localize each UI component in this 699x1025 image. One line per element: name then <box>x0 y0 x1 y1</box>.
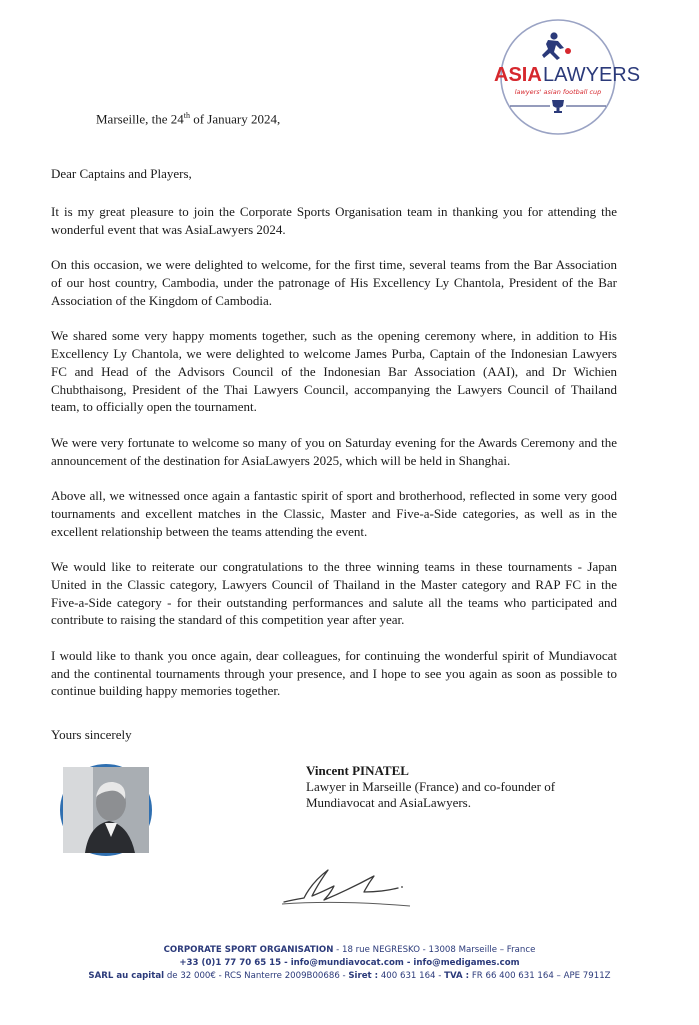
letter-paragraph: I would like to thank you once again, dear colleagues, for continuing the wonderful spirit of Mundiavocat and the continental tournaments through your presence, and I hope to see you again as soon as possible to continue building happy memories together. <box>51 647 617 699</box>
letter-footer <box>0 944 699 983</box>
footer-tva-label: TVA : <box>444 971 470 981</box>
letter-date: Marseille, the 24th of January 2024, <box>96 111 281 127</box>
letter-body <box>51 203 617 718</box>
asialawyers-logo <box>488 18 641 136</box>
footer-line-3 <box>0 970 699 983</box>
letter-paragraph: Above all, we witnessed once again a fantastic spirit of sport and brotherhood, reflected in some very good tournaments and excellent matches in the Classic, Master and Five-a-Side categories, as well as in the excellent relationship between the teams attending the event. <box>51 487 617 539</box>
footer-address: - 18 rue NEGRESKO - 13008 Marseille – France <box>333 945 536 955</box>
logo-brand-primary: ASIA <box>494 64 542 86</box>
footer-sarl-value: de 32 000€ - RCS Nanterre 2009B00686 - <box>164 971 349 981</box>
letter-paragraph: On this occasion, we were delighted to welcome, for the first time, several teams from the Bar Association of our host country, Cambodia, under the patronage of His Excellency Ly Chantola, President of the Bar Association of the Kingdom of Cambodia. <box>51 257 617 308</box>
letter-paragraph: We were very fortunate to welcome so many of you on Saturday evening for the Awards Ceremony and the announcement of the destination for AsiaLawyers 2025, which will be held in Shanghai. <box>51 434 617 468</box>
signer-photo <box>60 764 152 856</box>
footer-tva-value: FR 66 400 631 164 – APE 7911Z <box>469 971 611 981</box>
footer-email-link[interactable]: info@mundiavocat.com <box>290 958 404 968</box>
letter-paragraph: We would like to reiterate our congratulations to the three winning teams in these tournaments - Japan United in the Classic category, Lawyers Council of Thailand in the Master category and RAP FC in the Five-a-Side category - for their outstanding performances and salute all the teams who participated and contribute to raising the standard of this competition year after year. <box>51 558 617 628</box>
letter-closing: Yours sincerely <box>51 727 132 742</box>
footer-sarl-label: SARL au capital <box>88 971 165 981</box>
letter-paragraph: We shared some very happy moments together, such as the opening ceremony where, in addition to His Excellency Ly Chantola, we were delighted to welcome James Purba, Captain of the Indonesian Lawyers FC and Head of the Advisors Council of the Indonesian Bar Association (AAI), and Dr Wichien Chubthaisong, President of the Thai Lawyers Council, accompanying the Lawyers Council of Thailand team, to officially open the tournament. <box>51 328 617 415</box>
footer-org: CORPORATE SPORT ORGANISATION <box>163 945 334 955</box>
letter-salutation: Dear Captains and Players, <box>51 166 192 181</box>
signer-block <box>306 763 555 811</box>
signer-role: Mundiavocat and AsiaLawyers. <box>306 795 471 810</box>
logo-brand-secondary: LAWYERS <box>543 64 641 86</box>
signer-name: Vincent PINATEL <box>306 763 409 778</box>
signer-role: Lawyer in Marseille (France) and co-founder of <box>306 779 556 794</box>
footer-email-link[interactable]: info@medigames.com <box>413 958 520 968</box>
logo-tagline: lawyers' asian football cup <box>514 88 602 96</box>
footer-siret-value: 400 631 164 - <box>378 971 445 981</box>
footer-line-1 <box>0 944 699 957</box>
footer-line-2: +33 (0)1 77 70 65 15 - info@mundiavocat.com - info@medigames.com <box>179 958 520 968</box>
handwritten-signature <box>278 862 418 910</box>
footer-phone: +33 (0)1 77 70 65 15 <box>179 958 282 968</box>
footer-siret-label: Siret : <box>348 971 379 981</box>
letter-paragraph: It is my great pleasure to join the Corporate Sports Organisation team in thanking you for attending the wonderful event that was AsiaLawyers 2024. <box>51 204 617 237</box>
